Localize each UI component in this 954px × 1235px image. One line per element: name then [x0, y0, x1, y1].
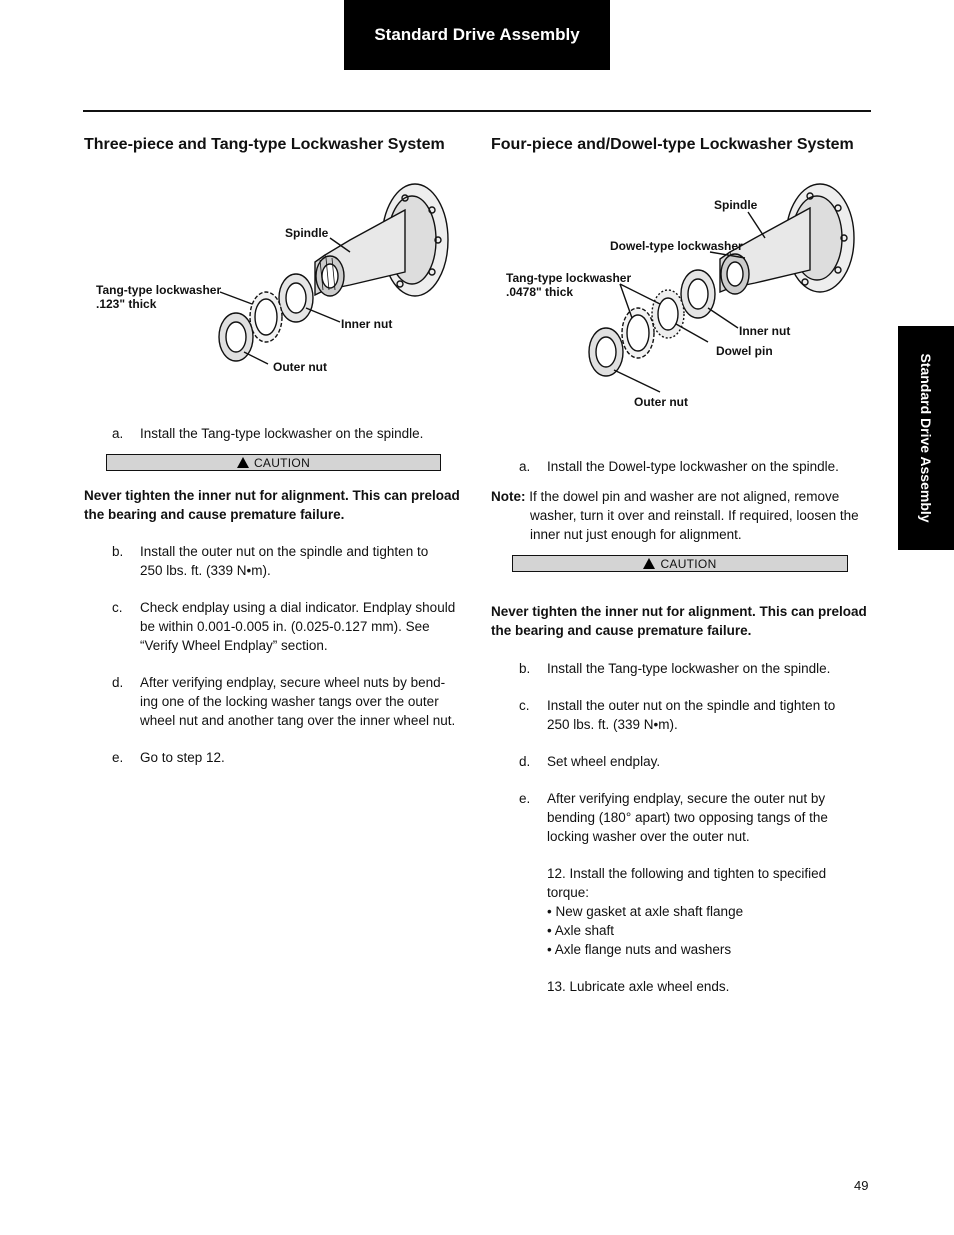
step-line: Install the outer nut on the spindle and tighten to	[547, 698, 836, 713]
label-spindle: Spindle	[285, 226, 329, 240]
step-letter: e.	[112, 750, 124, 765]
step-line: ing one of the locking washer tangs over the outer	[140, 694, 439, 709]
section-title: Standard Drive Assembly	[374, 25, 580, 44]
three-piece-lockwasher-diagram	[200, 180, 460, 380]
four-piece-lockwasher-diagram	[580, 180, 860, 395]
warning-line: the bearing and cause premature failure.	[491, 623, 752, 638]
right-column-heading: Four-piece and/Dowel-type Lockwasher System	[491, 136, 854, 153]
step-line: torque:	[547, 885, 590, 900]
step-letter: d.	[112, 675, 124, 690]
step-line: After verifying endplay, secure the outer nut by	[547, 791, 826, 806]
side-section-tab	[898, 326, 954, 550]
note-line: If the dowel pin and washer are not aligned, remove	[529, 489, 840, 504]
left-step-d	[112, 673, 472, 733]
note-label: Note:	[491, 489, 526, 504]
step-letter: d.	[519, 754, 531, 769]
section-header-tab	[344, 0, 610, 70]
left-caution-banner	[106, 454, 441, 471]
left-column-heading: Three-piece and Tang-type Lockwasher System	[84, 136, 445, 153]
warning-line: Never tighten the inner nut for alignment. This can preload	[84, 488, 460, 503]
left-step-b	[112, 542, 472, 582]
step-text: Install the Tang-type lockwasher on the spindle.	[140, 426, 424, 441]
right-step-13: 13. Lubricate axle wheel ends.	[547, 979, 730, 994]
step-text: Install the Tang-type lockwasher on the spindle.	[547, 661, 831, 676]
step-text: Set wheel endplay.	[547, 754, 661, 769]
step-line: 250 lbs. ft. (339 N•m).	[547, 717, 678, 732]
step-line: locking washer over the outer nut.	[547, 829, 750, 844]
bullet-item: • New gasket at axle shaft flange	[547, 904, 744, 919]
step-line: 12. Install the following and tighten to specified	[547, 866, 827, 881]
step-text: Install the Dowel-type lockwasher on the spindle.	[547, 459, 839, 474]
step-line: 250 lbs. ft. (339 N•m).	[140, 563, 271, 578]
step-line: wheel nut and another tang over the inner wheel nut.	[140, 713, 456, 728]
right-step-c	[519, 696, 879, 736]
label-tang-lockwasher-thickness: .0478" thick	[506, 285, 574, 299]
step-letter: c.	[519, 698, 530, 713]
step-letter: e.	[519, 791, 531, 806]
right-caution-banner	[512, 555, 848, 572]
step-letter: b.	[112, 544, 124, 559]
right-step-e	[519, 789, 879, 849]
step-letter: b.	[519, 661, 531, 676]
label-dowel-lockwasher: Dowel-type lockwasher	[610, 239, 743, 253]
right-note	[491, 487, 881, 547]
page-number: 49	[854, 1178, 869, 1193]
right-warning	[491, 602, 881, 640]
label-dowel-pin: Dowel pin	[716, 344, 773, 358]
step-line: Check endplay using a dial indicator. Endplay should	[140, 600, 456, 615]
step-line: bending (180° apart) two opposing tangs of the	[547, 810, 828, 825]
step-line: “Verify Wheel Endplay” section.	[140, 638, 328, 653]
side-tab-label: Standard Drive Assembly	[918, 353, 934, 523]
step-line: After verifying endplay, secure wheel nuts by bend-	[140, 675, 446, 690]
step-letter: c.	[112, 600, 123, 615]
left-warning	[84, 486, 474, 524]
bullet-item: • Axle flange nuts and washers	[547, 942, 732, 957]
label-outer-nut: Outer nut	[634, 395, 688, 409]
label-inner-nut: Inner nut	[341, 317, 393, 331]
bullet-item: • Axle shaft	[547, 923, 615, 938]
header-divider	[83, 110, 871, 112]
warning-triangle-icon	[237, 457, 249, 468]
warning-line: Never tighten the inner nut for alignment. This can preload	[491, 604, 867, 619]
label-outer-nut: Outer nut	[273, 360, 327, 374]
label-tang-lockwasher: Tang-type lockwasher	[506, 271, 632, 285]
step-text: Go to step 12.	[140, 750, 225, 765]
step-line: Install the outer nut on the spindle and tighten to	[140, 544, 429, 559]
step-letter: a.	[112, 426, 124, 441]
label-tang-lockwasher: Tang-type lockwasher	[96, 283, 222, 297]
caution-label: CAUTION	[253, 455, 311, 470]
warning-triangle-icon	[643, 558, 655, 569]
label-tang-lockwasher-thickness: .123" thick	[96, 297, 157, 311]
right-step-12	[547, 864, 877, 959]
left-step-c	[112, 598, 472, 658]
caution-label: CAUTION	[660, 556, 717, 571]
label-spindle: Spindle	[714, 198, 758, 212]
step-letter: a.	[519, 459, 531, 474]
note-line: inner nut just enough for alignment.	[530, 527, 742, 542]
warning-line: the bearing and cause premature failure.	[84, 507, 345, 522]
step-line: be within 0.001-0.005 in. (0.025-0.127 mm). See	[140, 619, 430, 634]
note-line: washer, turn it over and reinstall. If required, loosen the	[530, 508, 859, 523]
label-inner-nut: Inner nut	[739, 324, 791, 338]
